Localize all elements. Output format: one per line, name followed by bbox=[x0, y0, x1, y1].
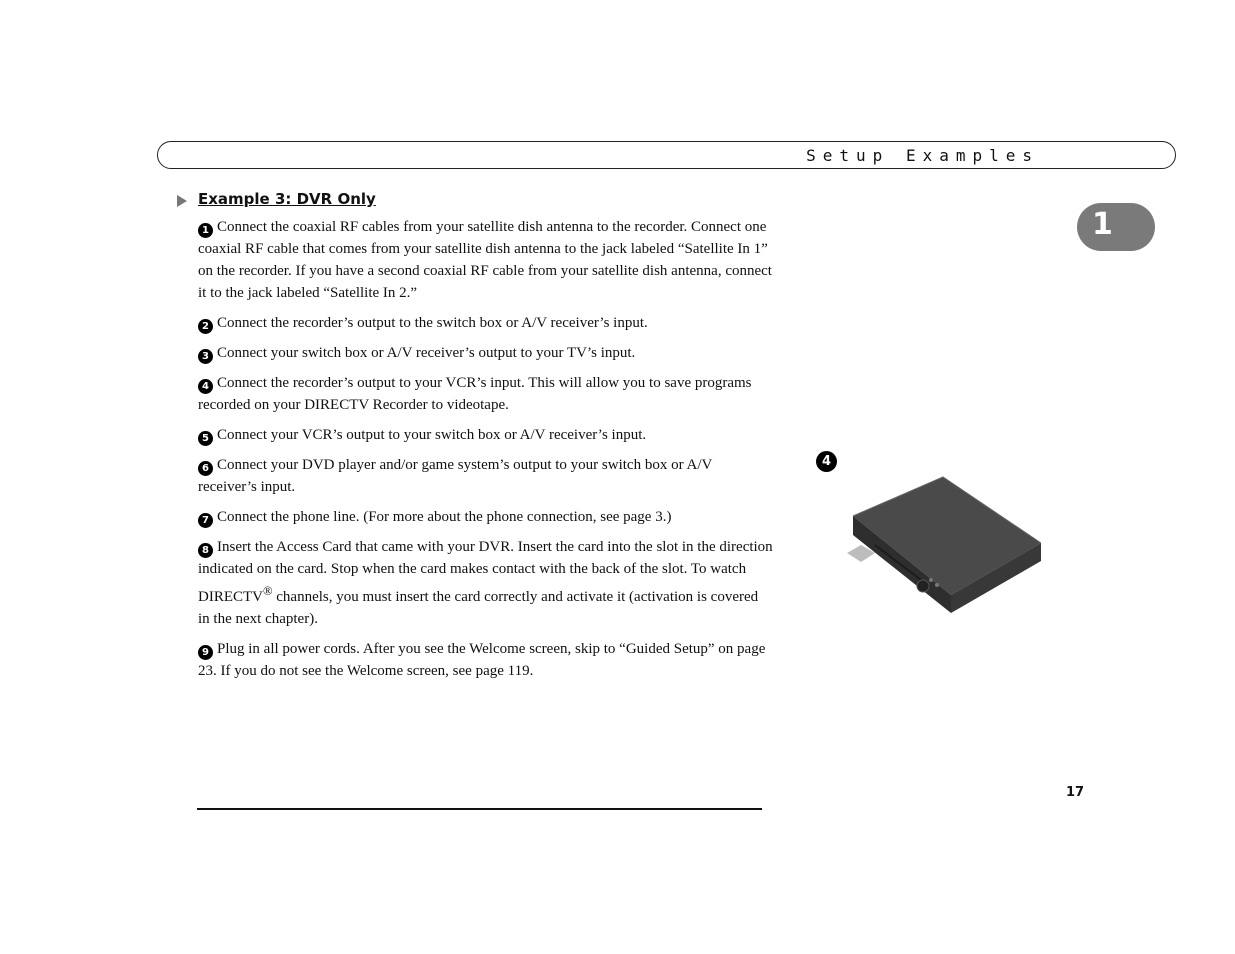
running-header-title: Setup Examples bbox=[806, 146, 1039, 165]
step-text: Plug in all power cords. After you see the Welcome screen, skip to “Guided Setup” on page 23. If you do not see the Welcome screen, see page 119. bbox=[198, 641, 766, 679]
step-text: Connect the phone line. (For more about the phone connection, see page 3.) bbox=[217, 509, 672, 525]
setup-steps-list bbox=[198, 216, 773, 690]
step-text: Connect your VCR’s output to your switch box or A/V receiver’s input. bbox=[217, 427, 647, 443]
step-item bbox=[198, 372, 773, 416]
dvr-receiver-illustration bbox=[845, 473, 1045, 618]
step-number-badge: 6 bbox=[198, 461, 213, 476]
step-item bbox=[198, 454, 773, 498]
chapter-tab bbox=[1077, 203, 1155, 251]
step-item bbox=[198, 424, 773, 446]
step-item bbox=[198, 536, 773, 630]
step-number-badge: 4 bbox=[198, 379, 213, 394]
step-text: Connect your switch box or A/V receiver’s output to your TV’s input. bbox=[217, 345, 636, 361]
step-number-badge: 2 bbox=[198, 319, 213, 334]
page-number: 17 bbox=[1066, 785, 1085, 800]
step-number-badge: 7 bbox=[198, 513, 213, 528]
step-number-badge: 8 bbox=[198, 543, 213, 558]
step-number-badge: 5 bbox=[198, 431, 213, 446]
step-item bbox=[198, 506, 773, 528]
section-title: Example 3: DVR Only bbox=[198, 190, 376, 208]
step-text-part: channels, you must insert the card correctly and activate it (activation is covered in the next chapter). bbox=[198, 589, 759, 627]
running-header bbox=[157, 141, 1176, 169]
step-text: Connect the recorder’s output to the switch box or A/V receiver’s input. bbox=[217, 315, 648, 331]
triangle-bullet-icon bbox=[177, 195, 187, 207]
step-text: Connect the coaxial RF cables from your satellite dish antenna to the recorder. Connect one coaxial RF cable that comes from your satellite dish antenna to the jack labeled “Satellite In 1” on the recorder. If you have a second coaxial RF cable from your satellite dish antenna, connect it to the jack labeled “Satellite In 2.” bbox=[198, 219, 772, 301]
step-text: Connect the recorder’s output to your VCR’s input. This will allow you to save programs recorded on your DIRECTV Recorder to videotape. bbox=[198, 375, 752, 413]
step-item bbox=[198, 216, 773, 304]
step-item bbox=[198, 638, 773, 682]
step-number-badge: 1 bbox=[198, 223, 213, 238]
chapter-number: 1 bbox=[1092, 207, 1113, 242]
step-text: Connect your DVD player and/or game system’s output to your switch box or A/V receiver’s input. bbox=[198, 457, 713, 495]
step-item bbox=[198, 312, 773, 334]
step-number-badge: 9 bbox=[198, 645, 213, 660]
figure-callout-badge: 4 bbox=[816, 451, 837, 472]
step-number-badge: 3 bbox=[198, 349, 213, 364]
footer-rule bbox=[197, 808, 762, 810]
registered-mark: ® bbox=[263, 584, 273, 598]
step-item bbox=[198, 342, 773, 364]
step-text-part: Insert the Access Card that came with your DVR. Insert the card into the slot in the direction indicated on the card. Stop when the card makes contact with the back of the slot. To watch DIRECTV bbox=[198, 539, 773, 605]
